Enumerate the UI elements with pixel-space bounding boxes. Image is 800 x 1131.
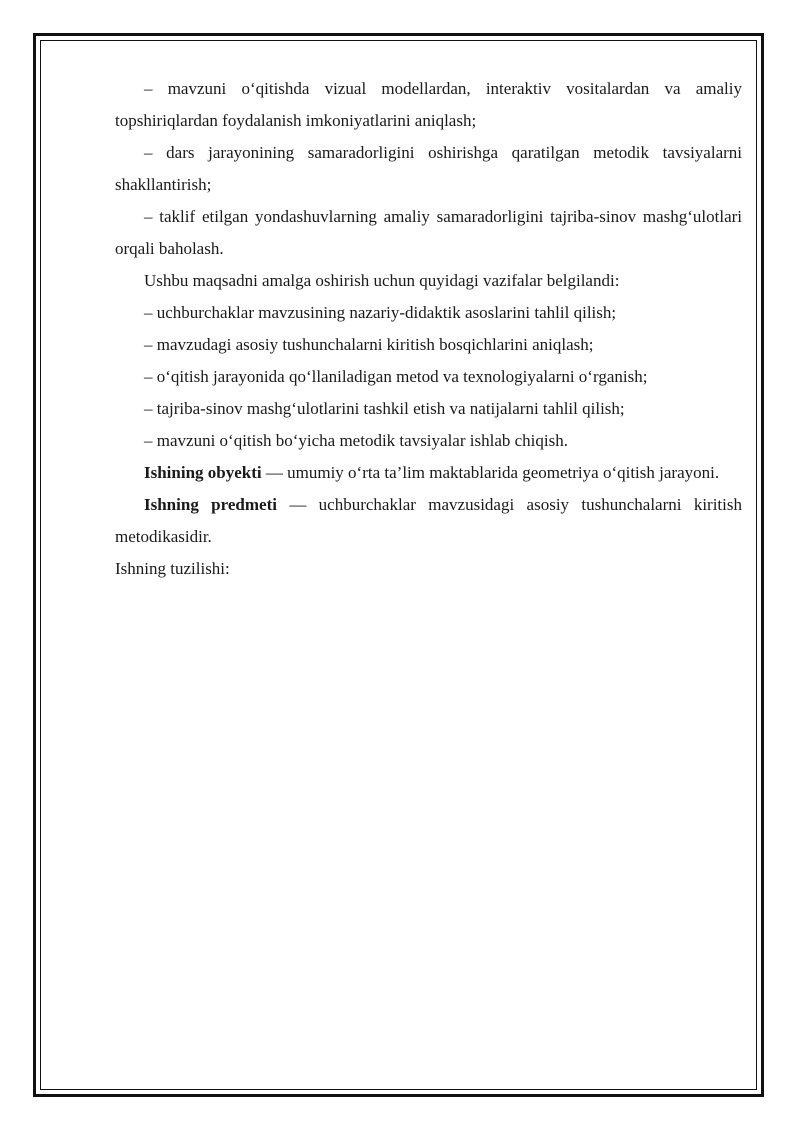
object-text: — umumiy o‘rta ta’lim maktablarida geometriya o‘qitish jarayoni. — [261, 463, 720, 482]
subject-paragraph — [115, 489, 742, 553]
list-item-task-experiment: – tajriba-sinov mashg‘ulotlarini tashkil etish va natijalarni tahlil qilish; — [144, 399, 625, 418]
list-item-task-recommendations: – mavzuni o‘qitish bo‘yicha metodik tavsiyalar ishlab chiqish. — [144, 431, 568, 450]
list-item-task-analysis: – uchburchaklar mavzusining nazariy-didaktik asoslarini tahlil qilish; — [144, 303, 617, 322]
object-label: Ishining obyekti — [144, 463, 262, 482]
list-item-task-methods: – o‘qitish jarayonida qo‘llaniladigan metod va texnologiyalarni o‘rganish; — [144, 367, 648, 386]
list-item-task-concepts: – mavzudagi asosiy tushunchalarni kiritish bosqichlarini aniqlash; — [144, 335, 594, 354]
subject-label: Ishning predmeti — [144, 495, 277, 514]
subject-text: — uchburchaklar mavzusidagi asosiy tushunchalarni kiritish metodikasidir. — [115, 495, 742, 546]
list-item-goal-evaluation: – taklif etilgan yondashuvlarning amaliy samaradorligini tajriba-sinov mashg‘ulotlari orqali baholash. — [115, 207, 742, 258]
tasks-intro: Ushbu maqsadni amalga oshirish uchun quyidagi vazifalar belgilandi: — [144, 271, 620, 290]
structure-heading: Ishning tuzilishi: — [115, 559, 230, 578]
document-body — [115, 73, 742, 585]
list-item-goal-visual-models: – mavzuni o‘qitishda vizual modellardan, interaktiv vositalardan va amaliy topshiriqlardan foydalanish imkoniyatlarini aniqlash; — [115, 79, 742, 130]
object-paragraph — [115, 457, 742, 489]
list-item-goal-recommendations: – dars jarayonining samaradorligini oshirishga qaratilgan metodik tavsiyalarni shakllantirish; — [115, 143, 742, 194]
